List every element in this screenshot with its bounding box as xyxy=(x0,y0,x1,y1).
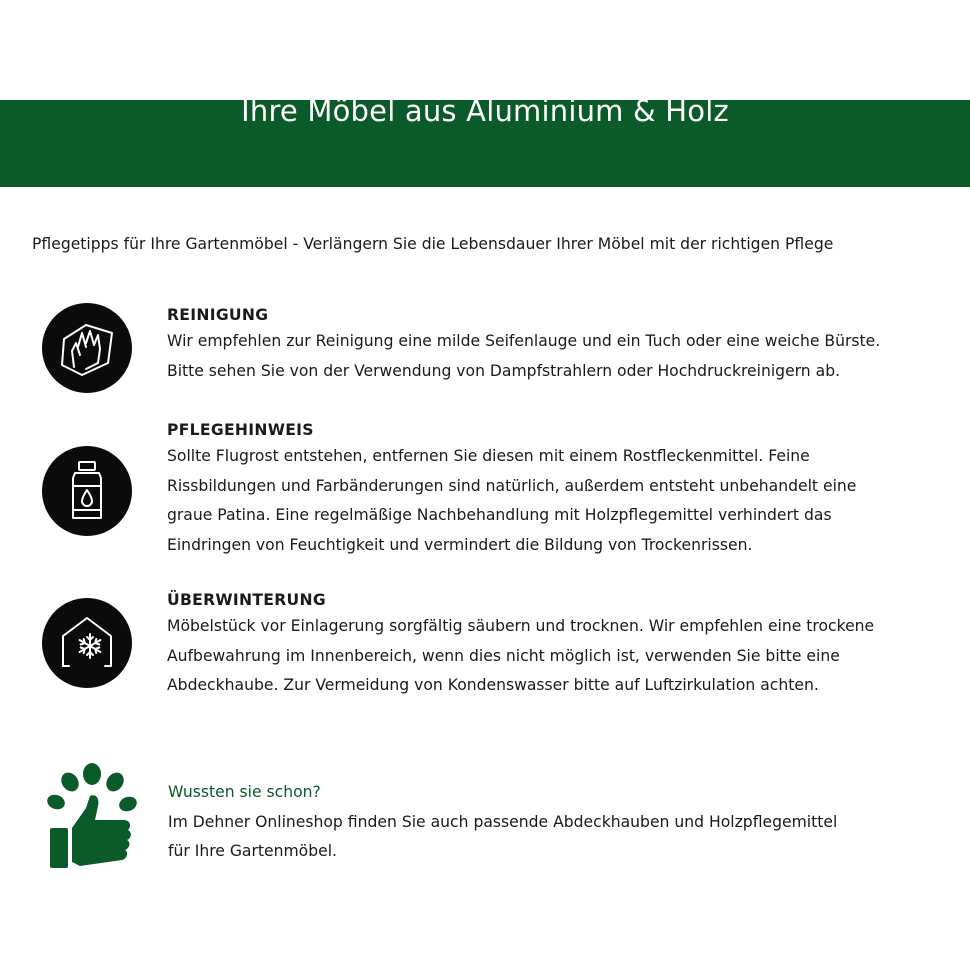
house-snowflake-icon xyxy=(42,598,132,688)
hand-cloth-icon xyxy=(42,303,132,393)
section-line: Sollte Flugrost entstehen, entfernen Sie diesen mit einem Rostfleckenmittel. Feine xyxy=(167,447,810,465)
section-text xyxy=(167,303,957,386)
section-line: Bitte sehen Sie von der Verwendung von Dampfstrahlern oder Hochdruckreinigern ab. xyxy=(167,361,841,380)
section-line: Eindringen von Feuchtigkeit und vermindert die Bildung von Trockenrissen. xyxy=(167,535,753,554)
section-line: Wir empfehlen zur Reinigung eine milde Seifenlauge und ein Tuch oder eine weiche Bürste. xyxy=(167,332,881,350)
section-body xyxy=(167,612,957,701)
bottle-drop-icon xyxy=(42,446,132,536)
section-body xyxy=(167,442,957,560)
tip-line: Im Dehner Onlineshop finden Sie auch passende Abdeckhauben und Holzpflegemittel xyxy=(168,812,838,831)
section-line: graue Patina. Eine regelmäßige Nachbehandlung mit Holzpflegemittel verhindert das xyxy=(167,506,832,524)
tip-line: für Ihre Gartenmöbel. xyxy=(168,842,337,860)
section-line: Möbelstück vor Einlagerung sorgfältig säubern und trocknen. Wir empfehlen eine trockene xyxy=(167,617,875,635)
tip-text xyxy=(168,778,928,867)
header-banner xyxy=(0,94,970,187)
section-line: Abdeckhaube. Zur Vermeidung von Kondenswasser bitte auf Luftzirkulation achten. xyxy=(167,676,819,694)
thumbs-up-leaves-icon xyxy=(40,762,140,872)
section-title: PFLEGEHINWEIS xyxy=(167,421,314,439)
section-text xyxy=(167,588,957,701)
intro-text: Pflegetipps für Ihre Gartenmöbel - Verlängern Sie die Lebensdauer Ihrer Möbel mit der richtigen Pflege xyxy=(32,235,834,253)
section-title: REINIGUNG xyxy=(167,306,269,324)
section-title: ÜBERWINTERUNG xyxy=(167,591,326,609)
section-line: Rissbildungen und Farbänderungen sind natürlich, außerdem entsteht unbehandelt eine xyxy=(167,476,857,495)
section-text xyxy=(167,418,957,560)
section-line: Aufbewahrung im Innenbereich, wenn dies nicht möglich ist, verwenden Sie bitte eine xyxy=(167,646,840,665)
page-title: Ihre Möbel aus Aluminium & Holz xyxy=(241,94,729,128)
section-body xyxy=(167,327,957,386)
tip-title: Wussten sie schon? xyxy=(168,783,321,801)
